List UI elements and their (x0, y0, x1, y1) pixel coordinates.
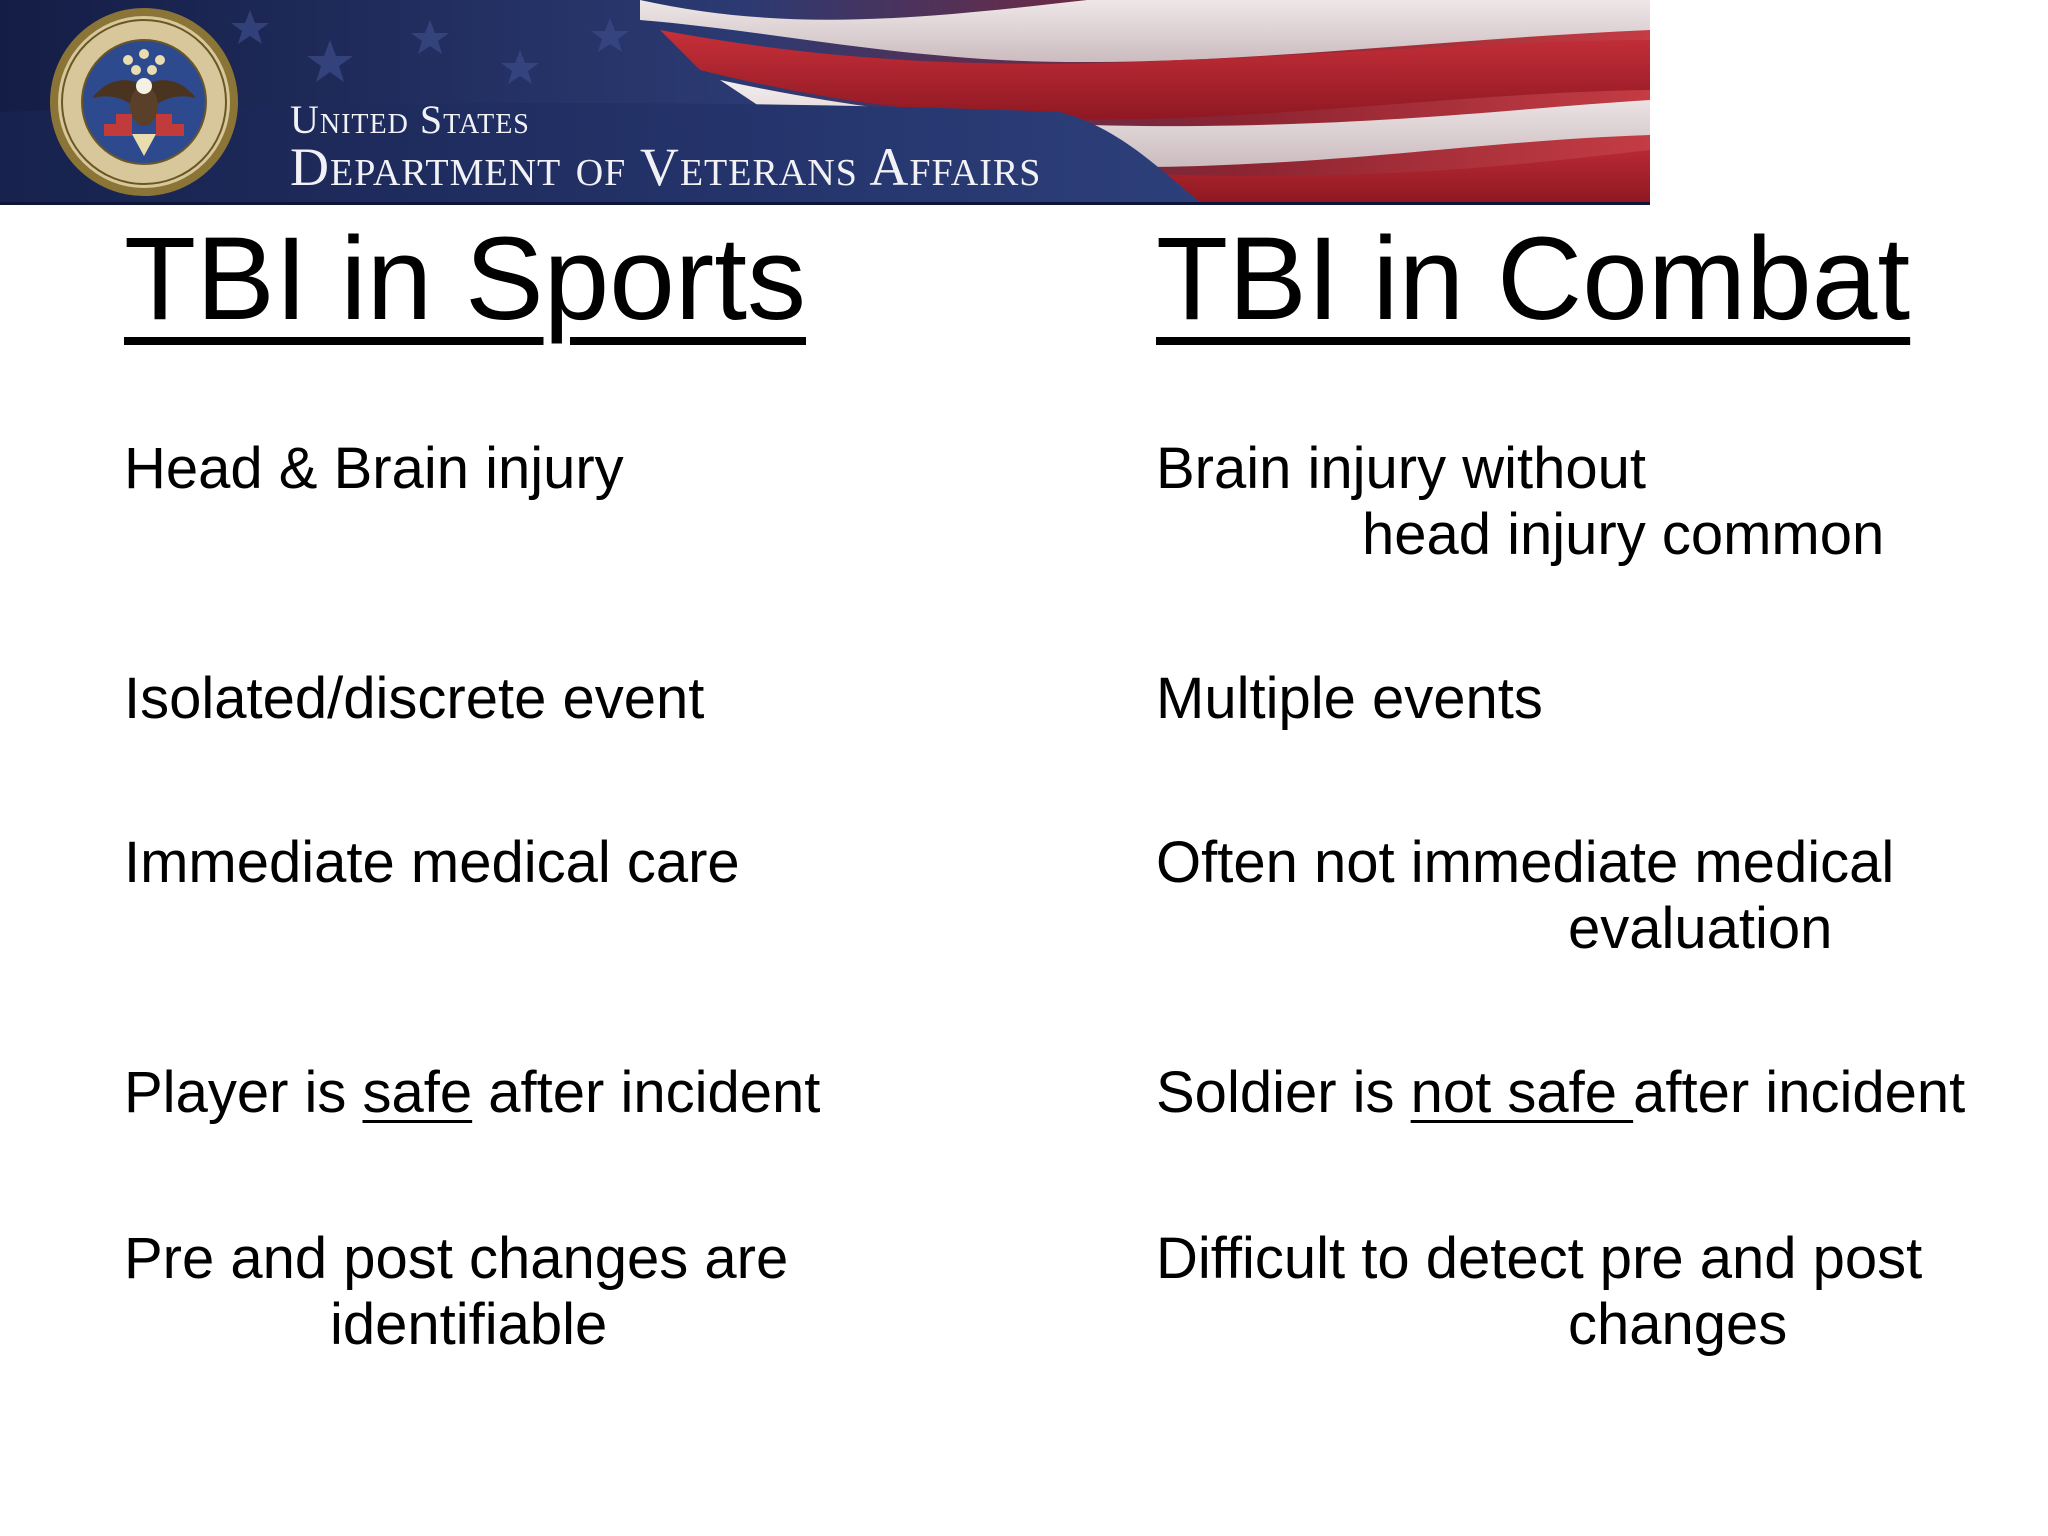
combat-item-2-text: Multiple events (1156, 666, 1543, 731)
combat-item-4-post: after incident (1633, 1060, 1966, 1125)
sports-item-3-text: Immediate medical care (124, 830, 740, 895)
sports-item-1 (124, 436, 624, 502)
combat-item-5 (1156, 1226, 1922, 1358)
combat-item-4-emphasis: not safe (1410, 1060, 1634, 1125)
agency-name-line2: Department of Veterans Affairs (290, 137, 1042, 197)
va-banner (0, 0, 1650, 205)
sports-item-2 (124, 666, 704, 732)
sports-item-4-pre: Player is (124, 1060, 363, 1125)
heading-tbi-sports: TBI in Sports (124, 213, 807, 345)
combat-item-3-line1: Often not immediate medical (1156, 830, 1895, 895)
combat-item-3-line2: evaluation (1568, 896, 1833, 961)
combat-item-3 (1156, 830, 1894, 962)
combat-item-1 (1156, 436, 1884, 568)
combat-item-5-line1: Difficult to detect pre and post (1156, 1226, 1923, 1291)
combat-item-2 (1156, 666, 1543, 732)
agency-name-line1: United States (290, 97, 530, 142)
va-seal-icon (48, 6, 240, 198)
sports-item-5-line2: identifiable (330, 1292, 608, 1357)
sports-item-5 (124, 1226, 788, 1358)
sports-item-3 (124, 830, 740, 896)
sports-item-4-post: after incident (472, 1060, 821, 1125)
sports-item-2-text: Isolated/discrete event (124, 666, 705, 731)
combat-item-5-line2: changes (1568, 1292, 1788, 1357)
sports-item-4-emphasis: safe (362, 1060, 473, 1125)
heading-tbi-combat: TBI in Combat (1156, 213, 1911, 345)
combat-item-4 (1156, 1060, 1965, 1126)
combat-item-1-line1: Brain injury without (1156, 436, 1646, 501)
combat-item-1-line2: head injury common (1362, 502, 1885, 567)
sports-item-4 (124, 1060, 820, 1126)
sports-item-5-line1: Pre and post changes are (124, 1226, 789, 1291)
sports-item-1-text: Head & Brain injury (124, 436, 624, 501)
combat-item-4-pre: Soldier is (1156, 1060, 1411, 1125)
